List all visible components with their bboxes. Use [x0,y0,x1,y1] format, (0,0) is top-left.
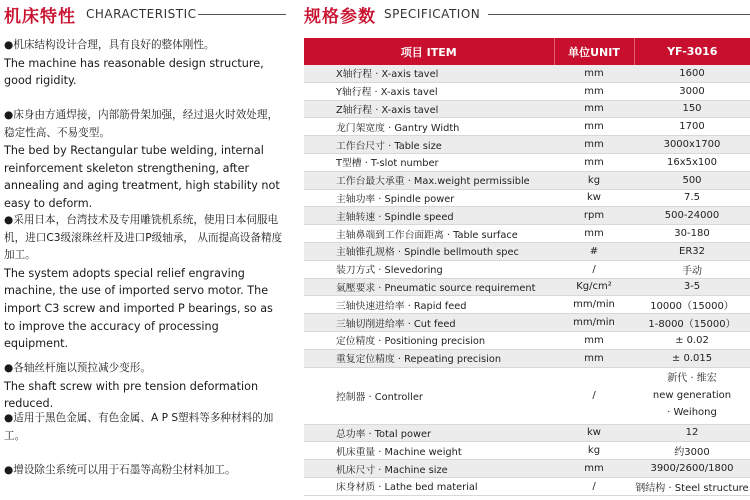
characteristic-title-en: CHARACTERISTIC [86,7,197,21]
table-row [304,242,750,260]
spec-value: 500 [634,171,750,189]
spec-table [304,38,750,496]
paragraph-cn: ●适用于黑色金属、有色金属、A P S塑料等多种材料的加工。 [4,412,274,442]
paragraph-en: The system adopts special relief engraving machine, the use of imported servo motor. The import C3 screw and imported P bearings, so as to improve the accuracy of processing equipment. [4,266,273,351]
specification-header [304,0,750,28]
spec-unit: mm [554,65,634,82]
spec-unit: mm [554,136,634,154]
spec-item: 床身材质 · Lathe bed material [304,477,554,495]
spec-value: 3000x1700 [634,136,750,154]
spec-item: 三轴快速进给率 · Rapid feed [304,296,554,314]
paragraph-en: The bed by Rectangular tube welding, internal reinforcement skeleton strengthening, after annealing and aging treatment, high stability not easy to deform. [4,144,280,210]
spec-value: 手动 [634,260,750,278]
table-row [304,136,750,154]
spec-value: 500-24000 [634,207,750,225]
spec-item: 机床重量 · Machine weight [304,442,554,460]
spec-unit: kw [554,424,634,442]
spec-unit: mm [554,153,634,171]
spec-unit: mm [554,349,634,367]
spec-value: 1-8000（15000） [634,314,750,332]
spec-value: 16x5x100 [634,153,750,171]
spec-item: X轴行程 · X-axis tavel [304,65,554,82]
paragraph-cn: ●增设除尘系统可以用于石墨等高粉尘材料加工。 [4,464,236,476]
paragraph-en: The machine has reasonable design structure, good rigidity. [4,56,264,88]
header-unit: 单位UNIT [554,38,634,65]
characteristic-paragraph [4,462,286,480]
spec-table-body [304,65,750,495]
table-row [304,189,750,207]
spec-item: 主轴鼻端到工作台面距离 · Table surface [304,225,554,243]
spec-unit: Kg/cm² [554,278,634,296]
spec-unit: mm [554,331,634,349]
paragraph-cn: ●机床结构设计合理，具有良好的整体刚性。 [4,39,215,51]
spec-item: 三轴切削进给率 · Cut feed [304,314,554,332]
spec-unit: rpm [554,207,634,225]
spec-item: 重复定位精度 · Repeating precision [304,349,554,367]
table-row [304,460,750,478]
table-row [304,225,750,243]
spec-value: ± 0.02 [634,331,750,349]
spec-value: 3000 [634,82,750,100]
spec-item: 氣壓要求 · Pneumatic source requirement [304,278,554,296]
spec-item: 工作台最大承重 · Max.weight permissible [304,171,554,189]
spec-item: 主轴锥孔规格 · Spindle bellmouth spec [304,242,554,260]
spec-unit: mm [554,225,634,243]
spec-unit: kg [554,171,634,189]
spec-unit: # [554,242,634,260]
spec-unit: mm [554,100,634,118]
spec-value: ± 0.015 [634,349,750,367]
table-row [304,171,750,189]
table-row [304,349,750,367]
spec-item: 龙门架宽度 · Gantry Width [304,118,554,136]
table-row [304,296,750,314]
spec-item: 机床尺寸 · Machine size [304,460,554,478]
table-row [304,367,750,424]
spec-value [634,367,750,424]
table-row [304,100,750,118]
characteristic-title-cn: 机床特性 [4,7,76,27]
spec-value: 约3000 [634,442,750,460]
spec-value: 12 [634,424,750,442]
spec-value: 3-5 [634,278,750,296]
table-row [304,207,750,225]
spec-item: 装刀方式 · Slevedoring [304,260,554,278]
spec-value: 3900/2600/1800 [634,460,750,478]
paragraph-en: The shaft screw with pre tension deformation reduced. [4,379,259,411]
table-row [304,118,750,136]
spec-unit: / [554,260,634,278]
characteristic-paragraph [4,212,286,353]
spec-unit: mm/min [554,314,634,332]
table-row [304,260,750,278]
characteristic-paragraph [4,410,286,445]
spec-unit: mm [554,118,634,136]
spec-item: Z轴行程 · X-axis tavel [304,100,554,118]
spec-value: 30-180 [634,225,750,243]
specification-title-cn: 规格参数 [304,7,376,27]
spec-value: 10000（15000） [634,296,750,314]
table-row [304,331,750,349]
header-divider [488,14,750,15]
paragraph-cn: ●各轴丝杆施以预拉减少变形。 [4,362,151,374]
paragraph-cn: ●采用日本，台湾技术及专用雕铣机系统，使用日本伺服电机，进口C3级滚珠丝杆及进口P级轴承， 从而提高设备精度加工。 [4,214,283,262]
spec-value: ER32 [634,242,750,260]
spec-value: 钢结构 · Steel structure [634,477,750,495]
spec-unit: kw [554,189,634,207]
paragraph-cn: ●床身由方通焊接，内部筋骨架加强，经过退火时效处理，稳定性高、不易变型。 [4,109,279,139]
spec-item: 控制器 · Controller [304,367,554,424]
characteristic-section [0,0,290,500]
spec-unit: / [554,477,634,495]
spec-value: 1700 [634,118,750,136]
characteristic-paragraph [4,107,286,213]
spec-unit: mm/min [554,296,634,314]
spec-value-line: new generation [652,390,732,402]
header-item: 项目 ITEM [304,38,554,65]
spec-unit: / [554,367,634,424]
spec-table-header-row [304,38,750,65]
spec-item: 主轴功率 · Spindle power [304,189,554,207]
spec-unit: mm [554,82,634,100]
characteristic-paragraph [4,37,286,90]
spec-item: 定位精度 · Positioning precision [304,331,554,349]
table-row [304,278,750,296]
header-model: YF-3016 [634,38,750,65]
table-row [304,82,750,100]
table-row [304,314,750,332]
spec-item: 主轴转速 · Spindle speed [304,207,554,225]
spec-item: 总功率 · Total power [304,424,554,442]
spec-value: 150 [634,100,750,118]
characteristic-header [0,0,290,28]
table-row [304,442,750,460]
table-row [304,424,750,442]
spec-value: 7.5 [634,189,750,207]
spec-value-line: · Weihong [667,407,717,419]
spec-unit: kg [554,442,634,460]
specification-title-en: SPECIFICATION [384,7,481,21]
spec-unit: mm [554,460,634,478]
spec-item: T型槽 · T-slot number [304,153,554,171]
specification-section [304,0,750,500]
table-row [304,477,750,495]
table-row [304,153,750,171]
spec-item: Y轴行程 · X-axis tavel [304,82,554,100]
header-divider [198,14,286,15]
spec-item: 工作台尺寸 · Table size [304,136,554,154]
characteristic-paragraph [4,360,286,413]
spec-value: 1600 [634,65,750,82]
table-row [304,65,750,82]
spec-value-line: 新代 · 维宏 [667,373,717,385]
